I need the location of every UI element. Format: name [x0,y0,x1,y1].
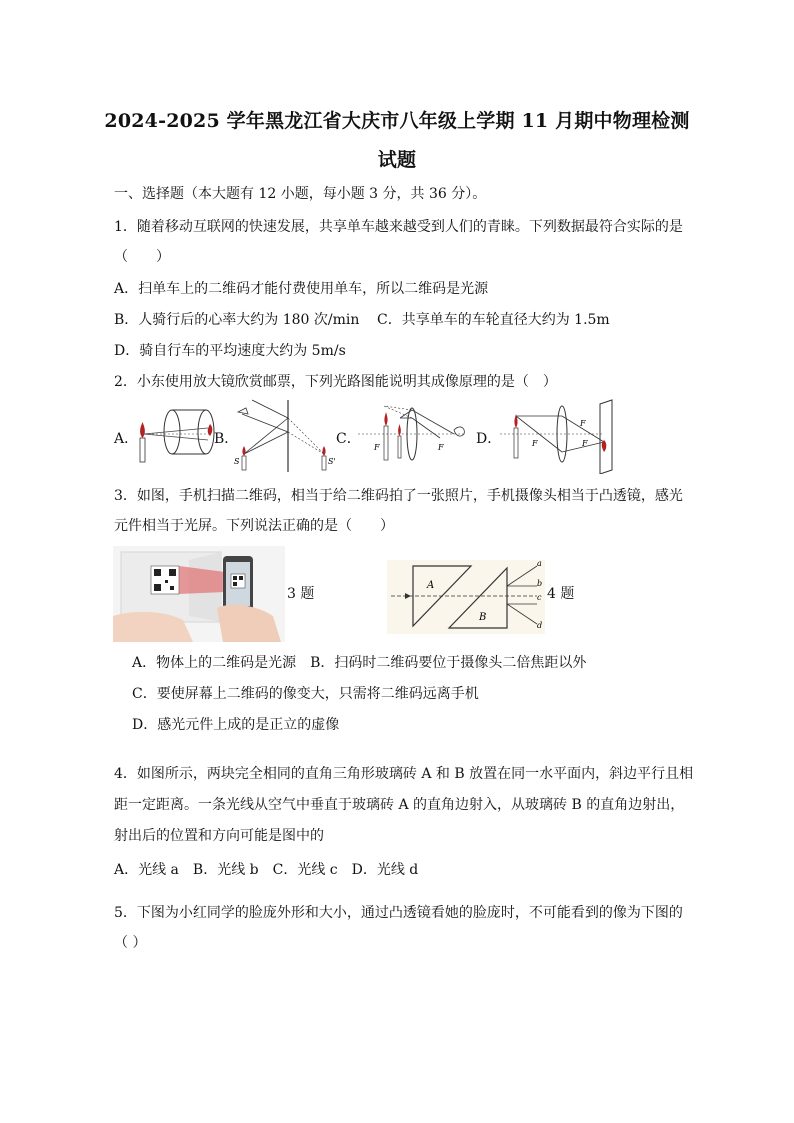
q3-option-c: C．要使屏幕上二维码的像变大，只需将二维码远离手机 [132,686,479,702]
section-heading: 一、选择题（本大题有 12 小题，每小题 3 分，共 36 分）。 [114,186,487,202]
q3-stem-line2: 元件相当于光屏。下列说法正确的是（ ） [114,518,394,534]
q5-stem-line2: （ ） [114,935,147,951]
q2-b-s-letter: S [234,457,240,466]
q2-d-focal-right-bottom: F [582,439,588,448]
q3-figure-caption: 3 题 [287,586,315,602]
q2-label-b: B． [214,431,239,447]
exam-title-line1: 2024-2025 学年黑龙江省大庆市八年级上学期 11 月期中物理检测 [104,110,690,132]
q4-stem-line2: 距一定距离。一条光线从空气中垂直于玻璃砖 A 的直角边射入，从玻璃砖 B 的直角边射出， [114,797,685,813]
q1-option-a: A．扫单车上的二维码才能付费使用单车，所以二维码是光源 [114,281,489,297]
q3-phone-scan-photo [113,546,285,642]
q3-option-d: D．感光元件上成的是正立的虚像 [132,717,340,733]
q2-figure-c [354,404,470,468]
q4-ray-d-letter: d [537,621,543,630]
q3-stem-line1: 3．如图，手机扫描二维码，相当于给二维码拍了一张照片，手机摄像头相当于凸透镜，感光 [114,488,683,504]
q4-prism-figure [387,560,545,634]
q2-figure-a [132,400,216,472]
q5-stem-line1: 5．下图为小红同学的脸庞外形和大小，通过凸透镜看她的脸庞时，不可能看到的像为下图的 [114,905,683,921]
q1-stem-paren: （ ） [114,249,170,265]
q4-prism-a-letter: A [427,580,435,591]
q1-stem: 1．随着移动互联网的快速发展，共享单车越来越受到人们的青睐。下列数据最符合实际的是 [114,219,683,235]
q1-option-c: C．共享单车的车轮直径大约为 1.5m [377,312,610,328]
q1-option-d: D．骑自行车的平均速度大约为 5m/s [114,343,346,359]
q4-ray-c-letter: c [537,593,542,602]
q4-figure-caption: 4 题 [547,586,575,602]
q4-stem-line1: 4．如图所示，两块完全相同的直角三角形玻璃砖 A 和 B 放置在同一水平面内，斜边平行且相 [114,766,694,782]
q2-label-a: A． [114,431,139,447]
q2-figure-b [232,398,336,474]
q2-c-focal-right: F [438,443,444,452]
q4-options: A．光线 a B．光线 b C．光线 c D．光线 d [114,862,419,878]
q4-stem-line3: 射出后的位置和方向可能是图中的 [114,828,324,844]
q1-option-b: B．人骑行后的心率大约为 180 次/min [114,312,360,328]
q2-b-s-prime-letter: S' [328,457,336,466]
q4-ray-a-letter: a [537,560,542,568]
q2-d-focal-right-top: F [580,419,586,428]
q3-options-ab: A．物体上的二维码是光源 B．扫码时二维码要位于摄像头二倍焦距以外 [132,655,587,671]
q2-label-d: D． [476,431,502,447]
q2-c-focal-left: F [374,443,380,452]
q2-figure-d [496,398,618,474]
exam-title-line2: 试题 [377,149,417,171]
q2-d-focal-left: F [532,439,538,448]
q4-prism-b-letter: B [479,612,487,623]
q2-stem: 2．小东使用放大镜欣赏邮票，下列光路图能说明其成像原理的是（ ） [114,374,557,390]
q4-ray-b-letter: b [537,579,543,588]
q2-label-c: C． [336,431,361,447]
